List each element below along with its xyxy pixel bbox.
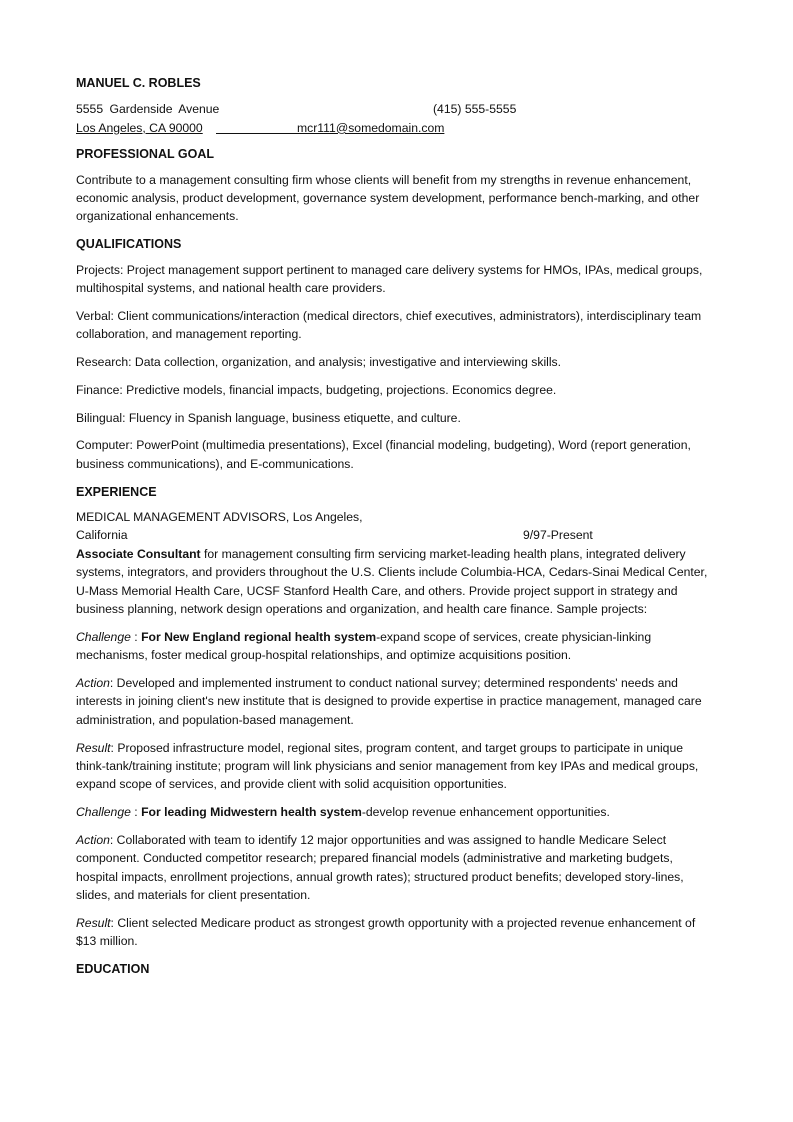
candidate-name: MANUEL C. ROBLES (76, 76, 201, 90)
block-text: Collaborated with team to identify 12 major opportunities and was assigned to handle Medicare Select component. Conducted competitor research; prepared financial models (administrative and marketing budgets, hospital impacts, enrollment projections, annual growth rates); structured product benefits; developed story-lines, slides, and materials for client presentation. (76, 833, 684, 903)
section-heading-qualifications: QUALIFICATIONS (76, 237, 182, 252)
qualification-item: Projects: Project management support pertinent to managed care delivery systems for HMOs, IPAs, medical groups, multihospital systems, and national health care providers. (76, 262, 703, 296)
project-block: Result: Client selected Medicare product as strongest growth opportunity with a projected revenue enhancement of $13 million. (76, 916, 696, 949)
job-description (76, 545, 716, 619)
resume-page (76, 74, 716, 986)
block-text: -develop revenue enhancement opportunities. (361, 805, 610, 820)
qualification-item: Bilingual: Fluency in Spanish language, business etiquette, and culture. (76, 410, 461, 425)
job-employer (76, 508, 716, 545)
block-text: Developed and implemented instrument to conduct national survey; determined respondents' needs and interests in joining client's new institute that is designed to provide expertise in practice management, managed care administration, and population-based management. (76, 676, 702, 727)
employer-line-1: MEDICAL MANAGEMENT ADVISORS, Los Angeles, (76, 510, 363, 525)
employer-line-2: California (76, 528, 128, 543)
block-label: Challenge (76, 805, 131, 820)
street-address: 5555 Gardenside Avenue (76, 102, 220, 117)
block-label: Action (76, 833, 110, 848)
project-block: Challenge : For leading Midwestern health system-develop revenue enhancement opportunities. (76, 805, 610, 820)
project-block: Action: Developed and implemented instrument to conduct national survey; determined respondents' needs and interests in joining client's new institute that is designed to provide expertise in practice management, managed care administration, and population-based management. (76, 676, 702, 727)
qualification-item: Research: Data collection, organization, and analysis; investigative and interviewing skills. (76, 355, 562, 370)
job-description-text: for management consulting firm servicing market-leading health plans, integrated delivery systems, integrators, and providers throughout the U.S. Clients include Columbia-HCA, Cedars-Sinai Medical Center, U-Mass Memorial Health Care, UCSF Stanford Health Care, and others. Provide project support in strategy and business planning, network design operations and organization, and health care finance. Sample projects: (76, 546, 708, 617)
job-dates: 9/97-Present (523, 528, 593, 543)
block-text: Proposed infrastructure model, regional sites, program content, and target groups to participate in unique think-tank/training institute; program will link physicians and senior management from key IPAs and medical groups, expand scope of services, and provide client with solid acquisition opportunities. (76, 740, 699, 792)
qualification-item: Verbal: Client communications/interaction (medical directors, chief executives, administrators), interdisciplinary team collaboration, and management reporting. (76, 308, 702, 342)
project-block: Result: Proposed infrastructure model, regional sites, program content, and target groups to participate in unique think-tank/training institute; program will link physicians and senior management from key IPAs and medical groups, expand scope of services, and provide client with solid acquisition opportunities. (76, 740, 699, 792)
job-title: Associate Consultant (76, 546, 201, 561)
contact-row-2 (76, 119, 716, 137)
city-address: Los Angeles, CA 90000 (76, 120, 203, 135)
block-text: Client selected Medicare product as strongest growth opportunity with a projected revenue enhancement of $13 million. (76, 916, 696, 949)
qualification-item: Finance: Predictive models, financial impacts, budgeting, projections. Economics degree. (76, 382, 557, 397)
contact-row-1 (76, 100, 716, 118)
section-heading-experience: EXPERIENCE (76, 484, 157, 499)
section-heading-education: EDUCATION (76, 962, 150, 977)
block-label: Result (76, 916, 111, 931)
email-link[interactable]: mcr111@somedomain.com (297, 120, 445, 135)
goal-text: Contribute to a management consulting firm whose clients will benefit from my strengths in revenue enhancement, economic analysis, product development, governance system development, performance bench-marking, and other organizational enhancements. (76, 172, 700, 224)
phone-number: (415) 555-5555 (433, 102, 517, 117)
project-block: Challenge : For New England regional health system-expand scope of services, create physician-linking mechanisms, foster medical group-hospital relationships, and optimize acquisitions position. (76, 629, 652, 663)
block-client: For leading Midwestern health system (141, 805, 362, 820)
block-label: Action (76, 676, 110, 691)
project-block: Action: Collaborated with team to identify 12 major opportunities and was assigned to handle Medicare Select component. Conducted competitor research; prepared financial models (administrative and marketing budgets, hospital impacts, enrollment projections, annual growth rates); structured product benefits; developed story-lines, slides, and materials for client presentation. (76, 833, 684, 903)
underline-spacer (216, 133, 297, 134)
block-label: Challenge (76, 629, 131, 644)
block-label: Result (76, 740, 111, 755)
block-text: -expand scope of services, create physician-linking mechanisms, foster medical group-hospital relationships, and optimize acquisitions position. (76, 629, 652, 663)
block-client: For New England regional health system (141, 629, 377, 644)
qualification-item: Computer: PowerPoint (multimedia presentations), Excel (financial modeling, budgeting), Word (report generation, business communications), and E-communications. (76, 438, 691, 471)
section-heading-goal: PROFESSIONAL GOAL (76, 147, 214, 162)
